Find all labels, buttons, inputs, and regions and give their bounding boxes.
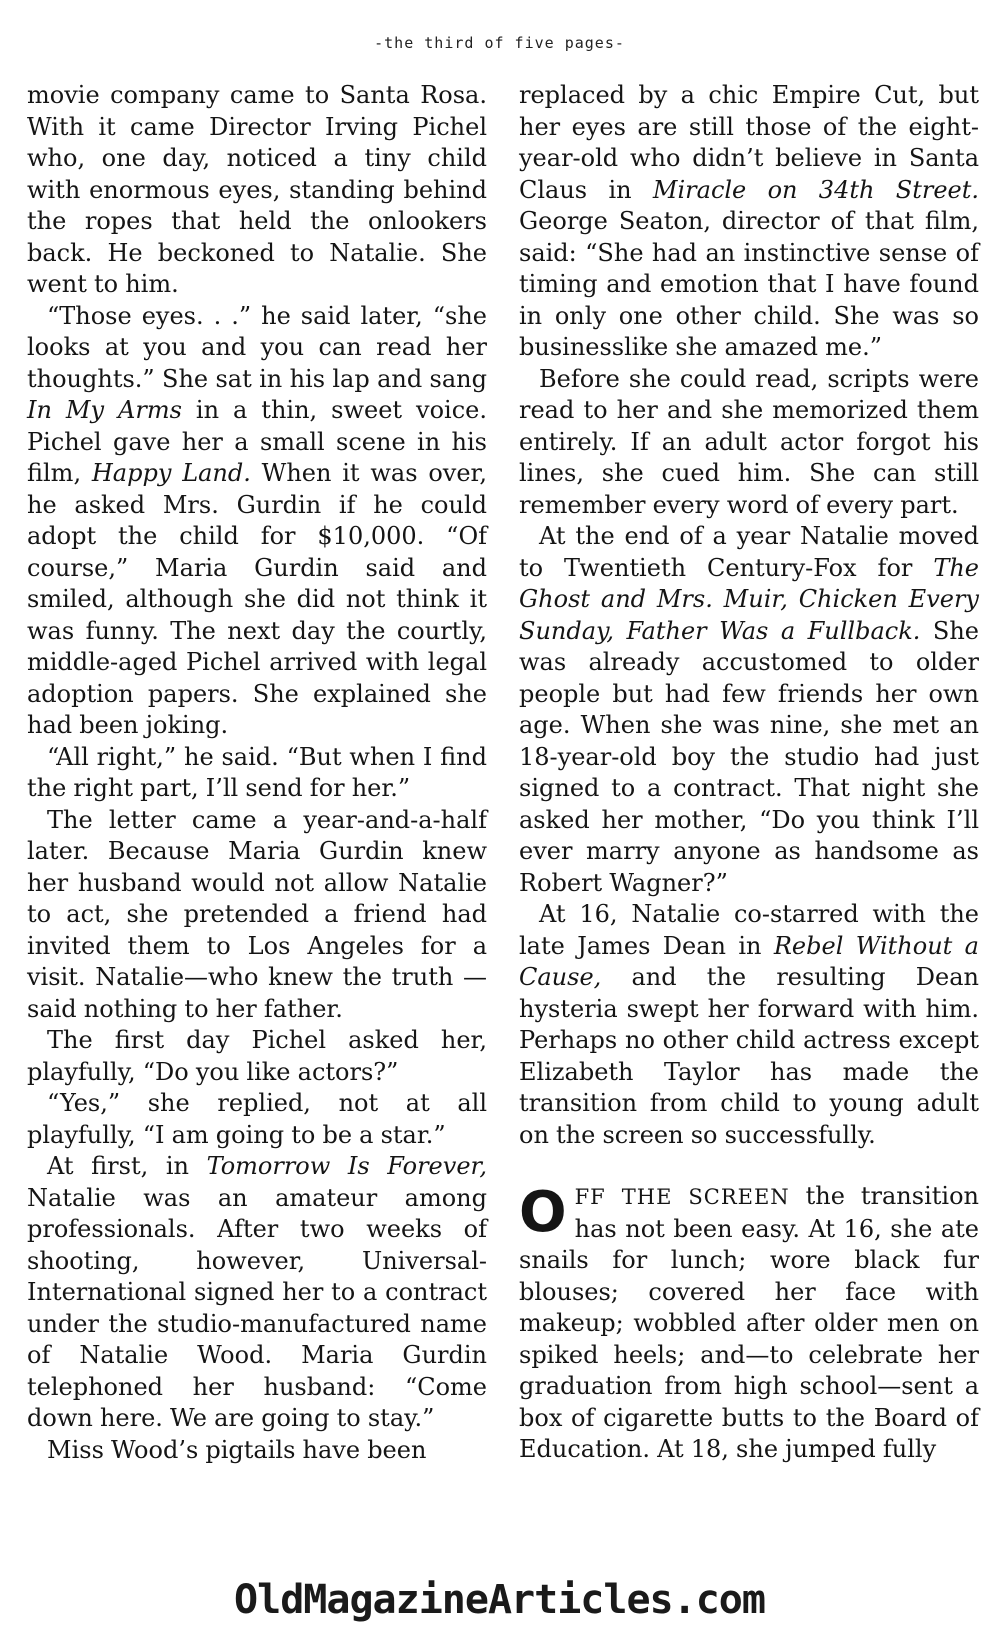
section-paragraph: OFF THE SCREEN the transition has not been easy. At 16, she ate snails for lunch; wore black fur blouses; covered her face with makeup; wobbled after older men on spiked heels; and—to celebrate her graduation from high school—sent a box of cigarette butts to the Board of Education. At 18, she jumped fully: [519, 1180, 979, 1463]
film-title: Rebel Without a Cause,: [519, 931, 979, 991]
section-lead-in: FF THE SCREEN: [574, 1185, 790, 1209]
page-header: -the third of five pages-: [374, 34, 625, 52]
film-title: Miracle on 34th Street.: [652, 175, 980, 204]
paragraph: At 16, Natalie co-starred with the late James Dean in Rebel Without a Cause, and the resulting Dean hysteria swept her forward with him. Perhaps no other child actress except Elizabeth Taylor has made the transition from child to young adult on the screen so successfully.: [519, 900, 979, 1149]
drop-cap: O: [519, 1180, 567, 1245]
paragraph: “Those eyes. . .” he said later, “she looks at you and you can read her thoughts.” She sat in his lap and sang In My Arms in a thin, sweet voice. Pichel gave her a small scene in his film, Happy Land. When it was over, he asked Mrs. Gurdin if he could adopt the child for $10,000. “Of course,” Maria Gurdin said and smiled, although she did not think it was funny. The next day the courtly, middle-aged Pichel arrived with legal adoption papers. She explained she had been joking.: [27, 301, 488, 739]
paragraph: The letter came a year-and-a-half later. Because Maria Gurdin knew her husband would not allow Natalie to act, she pretended a friend had invited them to Los Angeles for a visit. Natalie—who knew the truth —said nothing to her father.: [27, 805, 487, 1023]
paragraph: At first, in Tomorrow Is Forever, Natalie was an amateur among professionals. After two weeks of shooting, however, Universal-International signed her to a contract under the studio-manufactured name of Natalie Wood. Maria Gurdin telephoned her husband: “Come down here. We are going to stay.”: [27, 1152, 487, 1432]
film-title: Tomorrow Is Forever,: [206, 1152, 487, 1180]
film-titles: The Ghost and Mrs. Muir, Chicken Every Sunday, Father Was a Fullback.: [519, 553, 979, 645]
site-watermark: OldMagazineArticles.com: [234, 1577, 765, 1623]
paragraph: “Yes,” she replied, not at all playfully, “I am going to be a star.”: [27, 1089, 487, 1149]
left-column: [27, 80, 487, 1466]
song-title: In My Arms: [27, 396, 182, 424]
paragraph: At the end of a year Natalie moved to Twentieth Century-Fox for The Ghost and Mrs. Muir, Chicken Every Sunday, Father Was a Fullback. She was already accustomed to older people but had few friends her own age. When she was nine, she met an 18-year-old boy the studio had just signed to a contract. That night she asked her mother, “Do you think I’ll ever marry anyone as handsome as Robert Wagner?”: [519, 522, 979, 897]
paragraph: replaced by a chic Empire Cut, but her eyes are still those of the eight-year-old who didn’t believe in Santa Claus in Miracle on 34th Street. George Seaton, director of that film, said: “She had an instinctive sense of timing and emotion that I have found in only one other child. She was so businesslike she amazed me.”: [519, 81, 980, 361]
right-column: [519, 80, 979, 1466]
film-title: Happy Land.: [91, 459, 251, 487]
paragraph: “All right,” he said. “But when I find the right part, I’ll send for her.”: [27, 742, 487, 802]
paragraph: The first day Pichel asked her, playfully, “Do you like actors?”: [27, 1026, 487, 1086]
paragraph: movie company came to Santa Rosa. With it came Director Irving Pichel who, one day, noticed a tiny child with enormous eyes, standing behind the ropes that held the onlookers back. He beckoned to Natalie. She went to him.: [27, 81, 487, 298]
paragraph: Miss Wood’s pigtails have been: [47, 1435, 427, 1464]
paragraph: Before she could read, scripts were read to her and she memorized them entirely. If an adult actor forgot his lines, she cued him. She can still remember every word of every part.: [519, 364, 979, 519]
